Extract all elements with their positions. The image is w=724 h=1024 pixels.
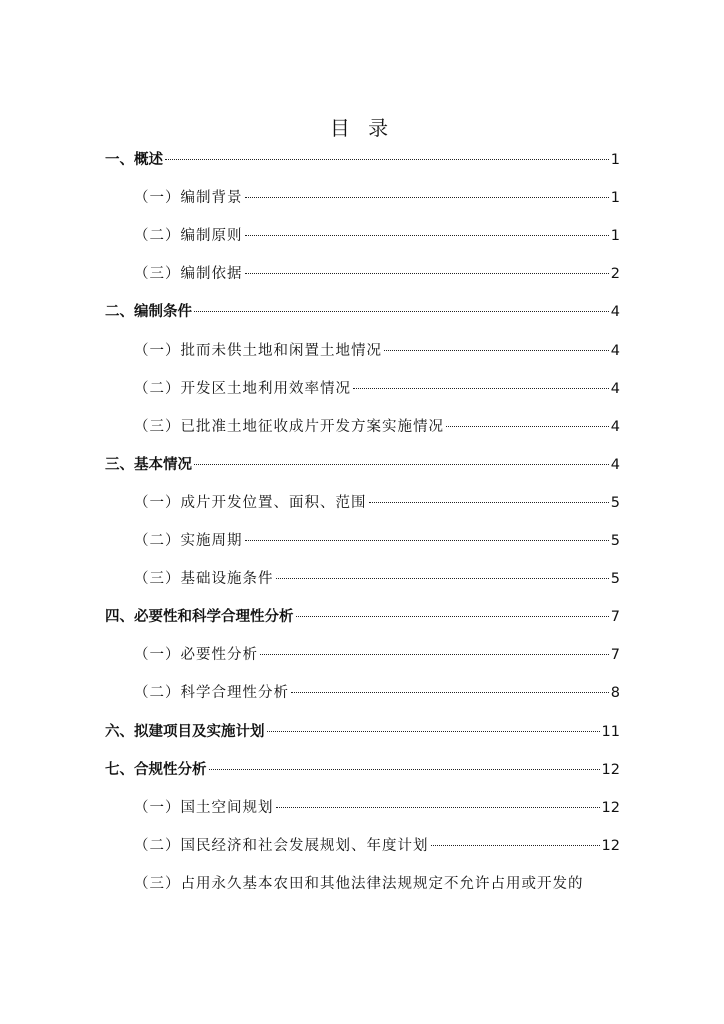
toc-dot-leader bbox=[276, 807, 600, 808]
toc-dot-leader bbox=[245, 273, 609, 274]
toc-entry[interactable] bbox=[134, 796, 620, 820]
toc-page-number: 7 bbox=[610, 647, 620, 664]
toc-entry[interactable] bbox=[134, 834, 620, 858]
toc-page-number: 12 bbox=[601, 837, 620, 854]
toc-entry[interactable] bbox=[134, 529, 620, 553]
toc-dot-leader bbox=[267, 731, 600, 732]
toc-entry[interactable] bbox=[134, 339, 620, 363]
toc-entry-label: 一、概述 bbox=[105, 152, 163, 168]
toc-entry-label: （三）编制依据 bbox=[134, 266, 243, 283]
toc-dot-leader bbox=[194, 311, 609, 312]
toc-dot-leader bbox=[291, 692, 609, 693]
toc-page-number: 12 bbox=[601, 799, 620, 816]
toc-entry-label: （一）批而未供土地和闲置土地情况 bbox=[134, 342, 382, 359]
toc-page-number: 8 bbox=[610, 685, 620, 702]
toc-entry-label: （二）实施周期 bbox=[134, 533, 243, 549]
toc-dot-leader bbox=[384, 350, 609, 351]
toc-page-number: 7 bbox=[610, 609, 620, 626]
toc-entry-label: （二）开发区土地利用效率情况 bbox=[134, 380, 351, 397]
toc-entry-label: （一）成片开发位置、面积、范围 bbox=[134, 494, 367, 511]
toc-entry-label: （一）国土空间规划 bbox=[134, 799, 274, 816]
toc-page-number: 5 bbox=[610, 533, 620, 549]
toc-page-number: 1 bbox=[610, 228, 620, 245]
toc-entry-label: 二、编制条件 bbox=[105, 304, 192, 321]
toc-entry[interactable] bbox=[105, 148, 620, 172]
toc-dot-leader bbox=[260, 654, 609, 655]
toc-dot-leader bbox=[431, 845, 600, 846]
toc-dot-leader bbox=[245, 235, 609, 236]
toc-page-number: 1 bbox=[610, 190, 620, 207]
toc-entry[interactable] bbox=[134, 186, 620, 210]
toc-dot-leader bbox=[245, 540, 609, 541]
toc-dot-leader bbox=[296, 616, 609, 617]
toc-entry[interactable] bbox=[134, 643, 620, 667]
toc-entry-label: （三）占用永久基本农田和其他法律法规规定不允许占用或开发的 bbox=[134, 875, 584, 892]
toc-dot-leader bbox=[165, 159, 609, 160]
toc-entry[interactable] bbox=[105, 605, 620, 629]
toc-entry[interactable] bbox=[134, 377, 620, 401]
toc-page-number: 5 bbox=[610, 494, 620, 511]
toc-page-number: 4 bbox=[610, 342, 620, 359]
toc-entry[interactable] bbox=[105, 453, 620, 477]
toc-page-number: 4 bbox=[610, 380, 620, 397]
toc-dot-leader bbox=[245, 197, 609, 198]
toc-entry-label: （三）基础设施条件 bbox=[134, 571, 274, 588]
toc-page-number: 11 bbox=[601, 723, 620, 740]
toc-entry-label: （一）必要性分析 bbox=[134, 647, 258, 664]
toc-entry-label: （二）国民经济和社会发展规划、年度计划 bbox=[134, 837, 429, 854]
toc-entry[interactable] bbox=[134, 262, 620, 286]
toc-entry[interactable] bbox=[134, 224, 620, 248]
toc-entry-label: （二）科学合理性分析 bbox=[134, 685, 289, 702]
toc-entry[interactable] bbox=[105, 720, 620, 744]
toc-title: 目 录 bbox=[329, 116, 395, 140]
toc-dot-leader bbox=[276, 578, 609, 579]
toc-page-number: 4 bbox=[610, 304, 620, 321]
toc-entry[interactable] bbox=[134, 567, 620, 591]
toc-entry[interactable] bbox=[134, 681, 620, 705]
toc-entry-label: 七、合规性分析 bbox=[105, 761, 207, 778]
toc-entry-label: 三、基本情况 bbox=[105, 456, 192, 473]
toc-dot-leader bbox=[369, 502, 609, 503]
toc-page-number: 2 bbox=[610, 266, 620, 283]
toc-entry[interactable] bbox=[134, 491, 620, 515]
toc-entry[interactable] bbox=[134, 415, 620, 439]
toc-page-number: 4 bbox=[610, 456, 620, 473]
toc-entry-label: 六、拟建项目及实施计划 bbox=[105, 723, 265, 740]
toc-entry[interactable] bbox=[134, 872, 620, 896]
toc-entry[interactable] bbox=[105, 758, 620, 782]
toc-entry-label: （二）编制原则 bbox=[134, 228, 243, 245]
toc-entry-label: （三）已批准土地征收成片开发方案实施情况 bbox=[134, 418, 444, 435]
toc-entry-label: （一）编制背景 bbox=[134, 190, 243, 207]
toc-entry-label: 四、必要性和科学合理性分析 bbox=[105, 609, 294, 626]
toc-page-number: 4 bbox=[610, 418, 620, 435]
toc-dot-leader bbox=[194, 464, 609, 465]
toc-dot-leader bbox=[446, 426, 609, 427]
toc-entry[interactable] bbox=[105, 300, 620, 324]
toc-page-number: 12 bbox=[601, 761, 620, 778]
toc-page-number: 1 bbox=[610, 152, 620, 168]
toc-dot-leader bbox=[209, 769, 600, 770]
toc-page-number: 5 bbox=[610, 571, 620, 588]
toc-dot-leader bbox=[353, 388, 609, 389]
